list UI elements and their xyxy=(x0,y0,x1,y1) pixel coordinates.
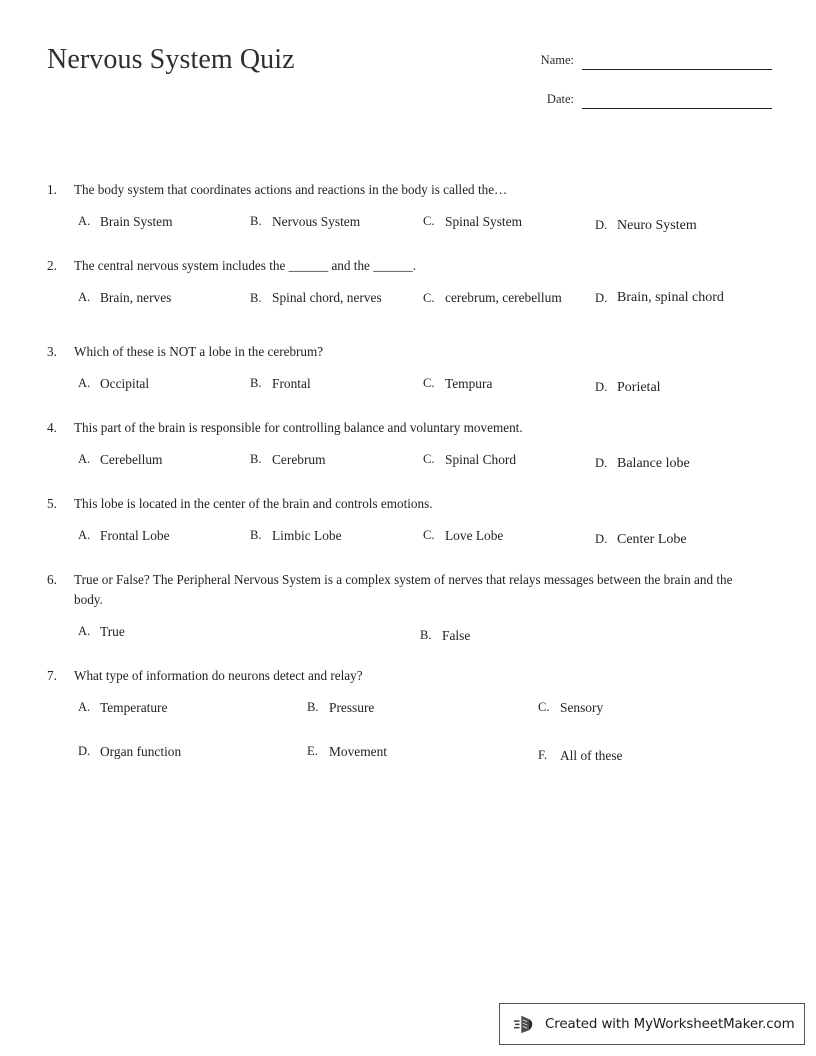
question-list xyxy=(0,180,816,788)
option-a[interactable] xyxy=(78,212,248,231)
option-a[interactable] xyxy=(78,374,248,393)
option-a[interactable] xyxy=(78,450,248,469)
option-letter: D. xyxy=(595,380,608,394)
option-letter: C. xyxy=(423,214,435,228)
option-label: Spinal Chord xyxy=(445,452,517,467)
question-text: The body system that coordinates actions and reactions in the body is called the… xyxy=(74,182,508,197)
option-d[interactable] xyxy=(595,530,785,549)
option-letter: B. xyxy=(307,700,319,714)
option-c[interactable] xyxy=(423,450,588,469)
question-text: True or False? The Peripheral Nervous System is a complex system of nerves that relays messages between the brain and the body. xyxy=(74,572,733,607)
name-input-line[interactable] xyxy=(582,54,772,70)
flying-page-logo-icon xyxy=(514,1013,536,1035)
option-letter: D. xyxy=(595,456,608,470)
created-with-badge[interactable] xyxy=(499,1003,805,1045)
option-letter: C. xyxy=(423,290,435,305)
option-letter: A. xyxy=(78,624,91,638)
option-b[interactable] xyxy=(250,526,420,545)
option-letter: B. xyxy=(250,376,262,390)
question-text: This part of the brain is responsible for controlling balance and voluntary movement. xyxy=(74,420,523,435)
option-c[interactable] xyxy=(538,698,758,717)
question-6 xyxy=(0,570,816,660)
option-letter: C. xyxy=(423,452,435,466)
option-label: Sensory xyxy=(560,700,604,715)
option-label: Porietal xyxy=(617,380,661,395)
question-2 xyxy=(0,256,816,336)
option-row xyxy=(0,622,816,660)
option-label: Movement xyxy=(329,744,388,759)
option-label: Spinal System xyxy=(445,214,523,229)
option-row xyxy=(0,526,816,564)
option-label: Frontal xyxy=(272,376,311,391)
option-label: Limbic Lobe xyxy=(272,528,342,543)
question-text: This lobe is located in the center of the brain and controls emotions. xyxy=(74,496,433,511)
option-letter: A. xyxy=(78,376,91,390)
option-letter: D. xyxy=(595,532,608,546)
option-row xyxy=(0,374,816,412)
question-7 xyxy=(0,666,816,782)
question-4 xyxy=(0,418,816,488)
question-text: Which of these is NOT a lobe in the cerebrum? xyxy=(74,344,324,359)
worksheet-header xyxy=(0,0,816,120)
option-label: Center Lobe xyxy=(617,532,687,547)
option-letter: B. xyxy=(420,628,432,642)
option-letter: C. xyxy=(423,528,435,542)
option-b[interactable] xyxy=(307,698,517,717)
page-title: Nervous System Quiz xyxy=(47,44,295,75)
question-3 xyxy=(0,342,816,412)
option-label: Brain, spinal chord xyxy=(617,290,724,305)
option-letter: B. xyxy=(250,290,262,305)
option-b[interactable] xyxy=(250,450,420,469)
option-letter: E. xyxy=(307,744,318,758)
option-label: All of these xyxy=(560,748,623,763)
option-label: Brain, nerves xyxy=(100,290,172,305)
option-e[interactable] xyxy=(307,742,517,761)
option-letter: F. xyxy=(538,748,548,762)
badge-label: Created with MyWorksheetMaker.com xyxy=(545,1016,795,1032)
option-b[interactable] xyxy=(250,288,420,308)
option-letter: D. xyxy=(595,218,608,232)
option-d[interactable] xyxy=(595,454,785,473)
question-5 xyxy=(0,494,816,564)
option-c[interactable] xyxy=(423,374,588,393)
option-row xyxy=(0,698,816,782)
option-label: Occipital xyxy=(100,376,150,391)
option-a[interactable] xyxy=(78,526,248,545)
option-b[interactable] xyxy=(250,374,420,393)
option-label: True xyxy=(100,624,125,639)
option-letter: D. xyxy=(78,744,91,758)
option-row xyxy=(0,212,816,250)
option-d[interactable] xyxy=(78,742,288,761)
option-row xyxy=(0,288,816,336)
option-label: Temperature xyxy=(100,700,168,715)
option-letter: A. xyxy=(78,290,91,304)
option-letter: B. xyxy=(250,528,262,542)
option-label: Frontal Lobe xyxy=(100,528,170,543)
option-d[interactable] xyxy=(595,288,785,308)
option-d[interactable] xyxy=(595,216,785,235)
option-letter: A. xyxy=(78,214,91,228)
date-input-line[interactable] xyxy=(582,93,772,109)
option-b[interactable] xyxy=(250,212,420,231)
name-row xyxy=(528,46,772,70)
name-label: Name: xyxy=(540,53,574,67)
question-number: 7. xyxy=(47,668,57,683)
option-label: Organ function xyxy=(100,744,182,759)
option-label: Tempura xyxy=(445,376,493,391)
option-c[interactable] xyxy=(423,212,588,231)
option-label: Neuro System xyxy=(617,218,697,233)
option-label: False xyxy=(442,628,471,643)
question-text: What type of information do neurons detect and relay? xyxy=(74,668,363,683)
option-label: Love Lobe xyxy=(445,528,504,543)
option-c[interactable] xyxy=(423,526,588,545)
option-label: Balance lobe xyxy=(617,456,690,471)
option-letter: B. xyxy=(250,214,262,228)
date-label: Date: xyxy=(546,92,574,106)
option-letter: C. xyxy=(538,700,550,714)
option-f[interactable] xyxy=(538,746,758,765)
option-letter: C. xyxy=(423,376,435,390)
question-number: 5. xyxy=(47,496,57,511)
question-number: 6. xyxy=(47,572,57,587)
option-a[interactable] xyxy=(78,622,378,641)
option-c[interactable] xyxy=(423,288,588,308)
option-label: Cerebellum xyxy=(100,452,163,467)
option-a[interactable] xyxy=(78,698,288,717)
option-b[interactable] xyxy=(420,626,720,645)
question-number: 3. xyxy=(47,344,57,359)
name-date-fields xyxy=(528,46,772,124)
question-text: The central nervous system includes the ______ and the ______. xyxy=(74,258,417,273)
option-label: cerebrum, cerebellum xyxy=(445,290,562,305)
question-1 xyxy=(0,180,816,250)
option-label: Pressure xyxy=(329,700,375,715)
option-letter: B. xyxy=(250,452,262,466)
option-letter: D. xyxy=(595,290,608,305)
option-label: Cerebrum xyxy=(272,452,326,467)
option-row xyxy=(0,450,816,488)
option-letter: A. xyxy=(78,452,91,466)
option-label: Nervous System xyxy=(272,214,361,229)
option-label: Spinal chord, nerves xyxy=(272,290,382,305)
option-a[interactable] xyxy=(78,288,248,307)
date-row xyxy=(528,85,772,109)
question-number: 1. xyxy=(47,182,57,197)
option-label: Brain System xyxy=(100,214,173,229)
option-letter: A. xyxy=(78,528,91,542)
option-letter: A. xyxy=(78,700,91,714)
question-number: 4. xyxy=(47,420,57,435)
option-d[interactable] xyxy=(595,378,785,397)
question-number: 2. xyxy=(47,258,57,273)
